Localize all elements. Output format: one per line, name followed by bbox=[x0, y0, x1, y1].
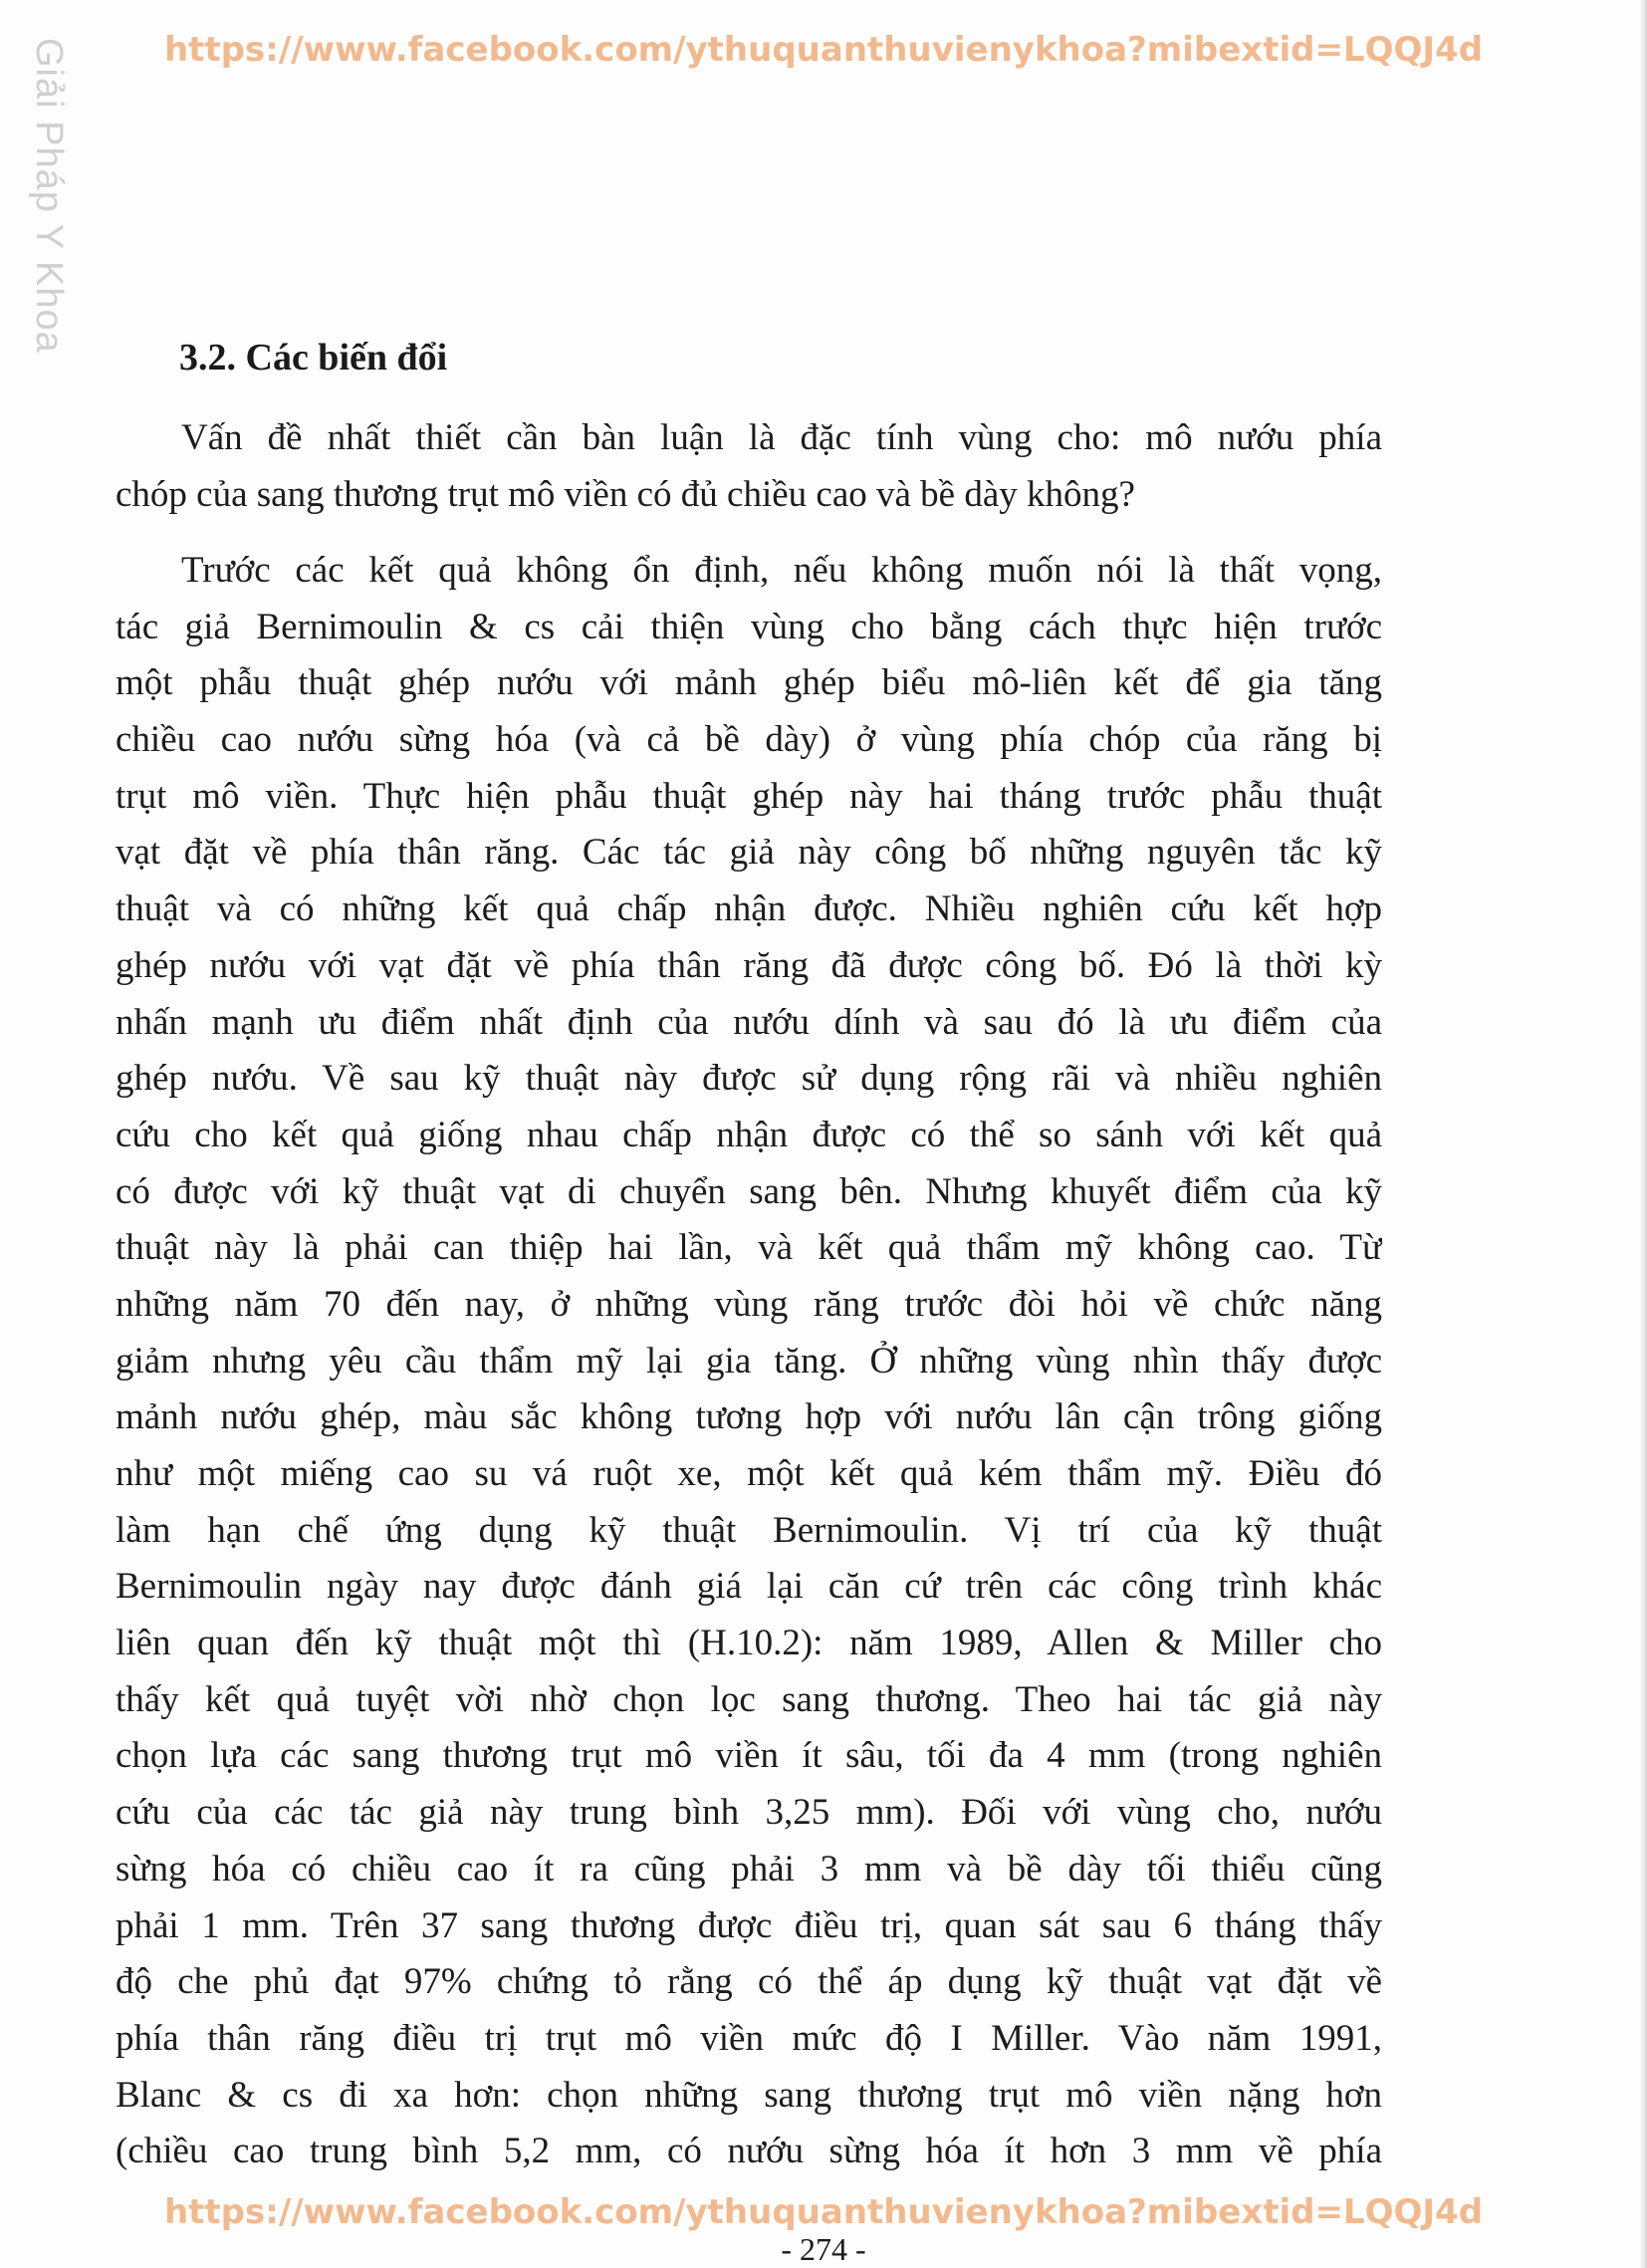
text-line: liên quan đến kỹ thuật một thì (H.10.2): năm 1989, Allen & Miller cho bbox=[116, 1623, 1382, 1664]
text-line: có được với kỹ thuật vạt di chuyển sang bên. Nhưng khuyết điểm của kỹ bbox=[116, 1170, 1382, 1212]
text-line: những năm 70 đến nay, ở những vùng răng trước đòi hỏi về chức năng bbox=[116, 1283, 1382, 1325]
header-url: https://www.facebook.com/ythuquanthuvienykhoa?mibextid=LQQJ4d bbox=[163, 30, 1484, 70]
paragraph-1 bbox=[116, 410, 1382, 523]
text-line: thuật này là phải can thiệp hai lần, và kết quả thẩm mỹ không cao. Từ bbox=[116, 1227, 1382, 1269]
text-line: chiều cao nướu sừng hóa (và cả bề dày) ở vùng phía chóp của răng bị bbox=[116, 719, 1382, 761]
page-number: - 274 - bbox=[781, 2231, 866, 2267]
text-line: giảm nhưng yêu cầu thẩm mỹ lại gia tăng. Ở những vùng nhìn thấy được bbox=[116, 1340, 1382, 1382]
side-watermark: Giải Pháp Y Khoa bbox=[28, 38, 70, 354]
footer-url: https://www.facebook.com/ythuquanthuvienykhoa?mibextid=LQQJ4d bbox=[163, 2192, 1484, 2232]
text-line: Vấn đề nhất thiết cần bàn luận là đặc tính vùng cho: mô nướu phía bbox=[181, 417, 1382, 458]
text-line: như một miếng cao su vá ruột xe, một kết quả kém thẩm mỹ. Điều đó bbox=[116, 1453, 1382, 1494]
text-line: phía thân răng điều trị trụt mô viền mức độ I Miller. Vào năm 1991, bbox=[116, 2017, 1382, 2059]
text-line: trụt mô viền. Thực hiện phẫu thuật ghép này hai tháng trước phẫu thuật bbox=[116, 775, 1382, 817]
text-line: vạt đặt về phía thân răng. Các tác giả này công bố những nguyên tắc kỹ bbox=[116, 832, 1382, 874]
text-line: thấy kết quả tuyệt vời nhờ chọn lọc sang thương. Theo hai tác giả này bbox=[116, 1678, 1382, 1720]
page-edge-shadow bbox=[1639, 0, 1647, 2268]
text-line: làm hạn chế ứng dụng kỹ thuật Bernimoulin. Vị trí của kỹ thuật bbox=[116, 1509, 1382, 1551]
text-line: chóp của sang thương trụt mô viền có đủ chiều cao và bề dày không? bbox=[116, 473, 1135, 515]
text-line: cứu cho kết quả giống nhau chấp nhận được có thể so sánh với kết quả bbox=[116, 1114, 1382, 1155]
text-line: ghép nướu. Về sau kỹ thuật này được sử dụng rộng rãi và nhiều nghiên bbox=[116, 1058, 1382, 1100]
text-line: Trước các kết quả không ổn định, nếu không muốn nói là thất vọng, bbox=[181, 550, 1382, 591]
text-line: tác giả Bernimoulin & cs cải thiện vùng cho bằng cách thực hiện trước bbox=[116, 606, 1382, 647]
text-line: một phẫu thuật ghép nướu với mảnh ghép biểu mô-liên kết để gia tăng bbox=[116, 662, 1382, 704]
text-line: độ che phủ đạt 97% chứng tỏ rằng có thể áp dụng kỹ thuật vạt đặt về bbox=[116, 1961, 1382, 2003]
section-title: 3.2. Các biến đổi bbox=[179, 337, 448, 378]
text-line: ghép nướu với vạt đặt về phía thân răng đã được công bố. Đó là thời kỳ bbox=[116, 944, 1382, 986]
text-line: Blanc & cs đi xa hơn: chọn những sang thương trụt mô viền nặng hơn bbox=[116, 2074, 1382, 2116]
text-line: phải 1 mm. Trên 37 sang thương được điều trị, quan sát sau 6 tháng thấy bbox=[116, 1904, 1382, 1946]
text-line: Bernimoulin ngày nay được đánh giá lại căn cứ trên các công trình khác bbox=[116, 1566, 1382, 1608]
text-line: thuật và có những kết quả chấp nhận được. Nhiều nghiên cứu kết hợp bbox=[116, 888, 1382, 930]
paragraph-2 bbox=[116, 543, 1382, 2180]
text-line: mảnh nướu ghép, màu sắc không tương hợp với nướu lân cận trông giống bbox=[116, 1396, 1382, 1438]
text-line: (chiều cao trung bình 5,2 mm, có nướu sừng hóa ít hơn 3 mm về phía bbox=[116, 2131, 1382, 2172]
text-line: sừng hóa có chiều cao ít ra cũng phải 3 mm và bề dày tối thiểu cũng bbox=[116, 1848, 1382, 1890]
text-line: cứu của các tác giả này trung bình 3,25 mm). Đối với vùng cho, nướu bbox=[116, 1792, 1382, 1834]
text-line: nhấn mạnh ưu điểm nhất định của nướu dính và sau đó là ưu điểm của bbox=[116, 1001, 1382, 1043]
text-line: chọn lựa các sang thương trụt mô viền ít sâu, tối đa 4 mm (trong nghiên bbox=[116, 1735, 1382, 1777]
